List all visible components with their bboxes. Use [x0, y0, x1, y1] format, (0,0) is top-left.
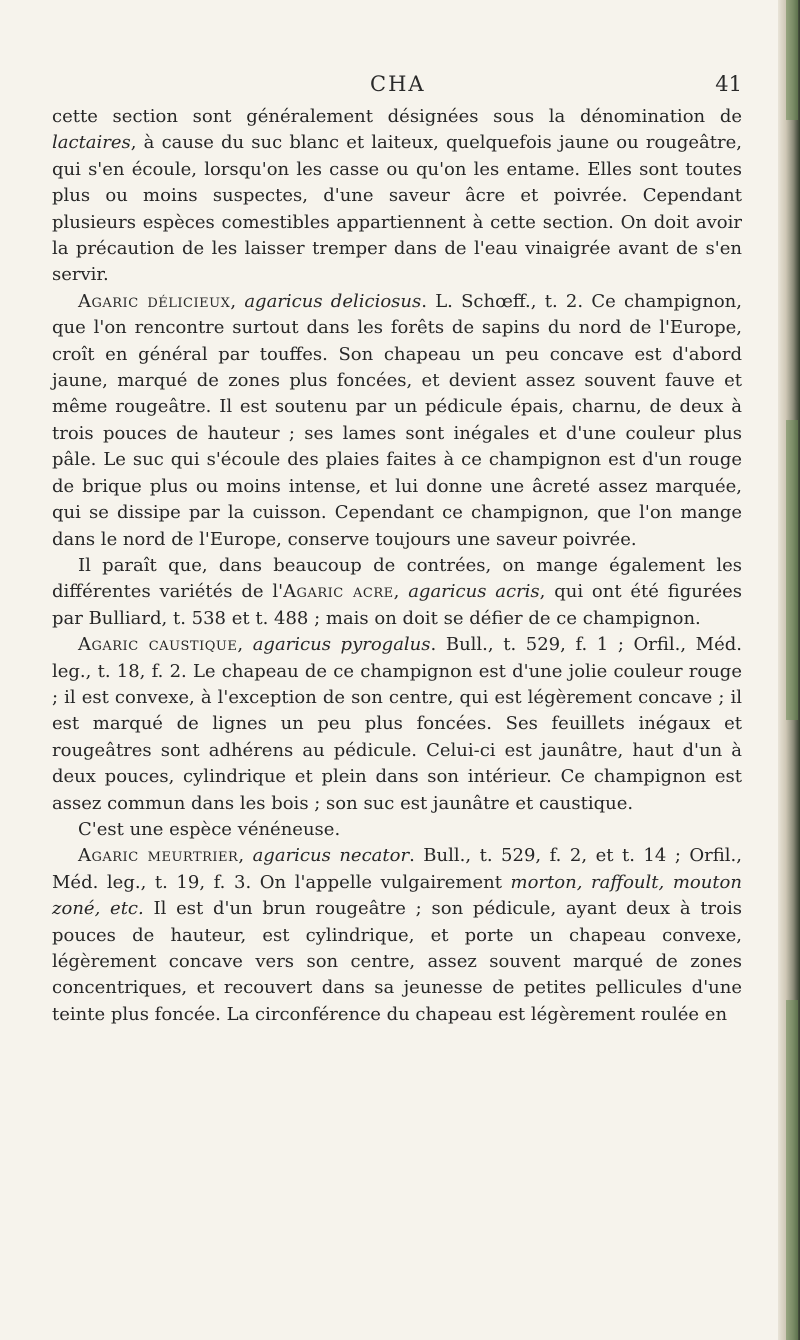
edge-mark — [786, 0, 798, 120]
paragraph-agaric-delicieux — [52, 289, 742, 553]
running-title: CHA — [370, 72, 426, 96]
text-run: cette section sont généralement désignées sous la dénomination de — [52, 106, 742, 127]
latin-name: agaricus necator — [252, 845, 410, 867]
text-run: , — [393, 581, 409, 603]
page-edge-shadow — [778, 0, 800, 1340]
paragraph-venomous-note — [52, 817, 742, 843]
edge-mark — [786, 1000, 798, 1340]
text-run: . Bull., t. 529, f. 2, et t. 14 ; Orfil., Méd. leg., t. 19, f. 3. On l'appelle vulgairement — [52, 845, 742, 893]
body-text — [52, 104, 742, 1028]
latin-name: agaricus deliciosus — [244, 290, 422, 312]
latin-name: agaricus pyrogalus — [252, 634, 431, 656]
paragraph-agaric-caustique — [52, 632, 742, 817]
edge-mark — [786, 420, 798, 720]
latin-name: morton, raffoult, mouton zoné, etc. — [52, 871, 742, 920]
text-run: , qui ont été figurées par Bulliard, t. 538 et t. 488 ; mais on doit se défier de ce champignon. — [52, 581, 742, 629]
text-run: . Bull., t. 529, f. 1 ; Orfil., Méd. leg., t. 18, f. 2. Le chapeau de ce champignon est d'une jolie couleur rouge ; il est convexe, à l'exception de son centre, qui est légèrement concave ; il est marqué de lignes un peu plus foncées. Ses feuillets inégaux et rougeâtres sont adhérens au pédicule. Celui-ci est jaunâtre, haut d'un à deux pouces, cylindrique et plein dans son intérieur. Ce champignon est assez commun dans les bois ; son suc est jaunâtre et caustique. — [52, 634, 743, 814]
text-run: , — [238, 845, 253, 867]
text-run: , — [237, 634, 253, 656]
text-run: Il paraît que, dans beaucoup de contrées, on mange également les différentes variétés de l' — [52, 554, 742, 603]
latin-name: lactaires — [52, 132, 131, 154]
species-name: Agaric caustique — [78, 634, 238, 656]
text-run: Il est d'un brun rougeâtre ; son pédicule, ayant deux à trois pouces de hauteur, est cylindrique, et porte un chapeau convexe, légèrement concave vers son centre, assez souvent marqué de zones concentriques, et recouvert dans sa jeunesse de petites pellicules d'une teinte plus foncée. La circonférence du chapeau est légèrement roulée en — [52, 898, 742, 1025]
species-name: Agaric meurtrier — [78, 845, 239, 867]
latin-name: agaricus acris — [408, 581, 540, 603]
species-name: Agaric délicieux — [78, 290, 231, 312]
paragraph-agaric-acre — [52, 553, 742, 632]
text-run: , à cause du suc blanc et laiteux, quelquefois jaune ou rougeâtre, qui s'en écoule, lorsqu'on les casse ou qu'on les entame. Elles sont toutes plus ou moins suspectes, d'une saveur âcre et poivrée. Cependant plusieurs espèces comestibles appartiennent à cette section. On doit avoir la précaution de les laisser tremper dans de l'eau vinaigrée avant de s'en servir. — [52, 132, 742, 286]
page-header — [52, 72, 742, 102]
text-run: , — [230, 290, 245, 312]
text-run: C'est une espèce vénéneuse. — [78, 818, 341, 840]
page-number: 41 — [715, 72, 742, 96]
text-run: . L. Schœff., t. 2. Ce champignon, que l'on rencontre surtout dans les forêts de sapins du nord de l'Europe, croît en général par touffes. Son chapeau un peu concave est d'abord jaune, marqué de zones plus foncées, et devient assez souvent fauve et même rougeâtre. Il est soutenu par un pédicule épais, charnu, de deux à trois pouces de hauteur ; ses lames sont inégales et d'une couleur plus pâle. Le suc qui s'écoule des plaies faites à ce champignon est d'un rouge de brique plus ou moins intense, et lui donne une âcreté assez marquée, qui se dissipe par la cuisson. Cependant ce champignon, que l'on mange dans le nord de l'Europe, conserve toujours une saveur poivrée. — [52, 290, 742, 550]
paragraph-agaric-meurtrier — [52, 843, 742, 1028]
species-name: Agaric acre — [283, 581, 394, 603]
paragraph-continuation — [52, 104, 742, 289]
